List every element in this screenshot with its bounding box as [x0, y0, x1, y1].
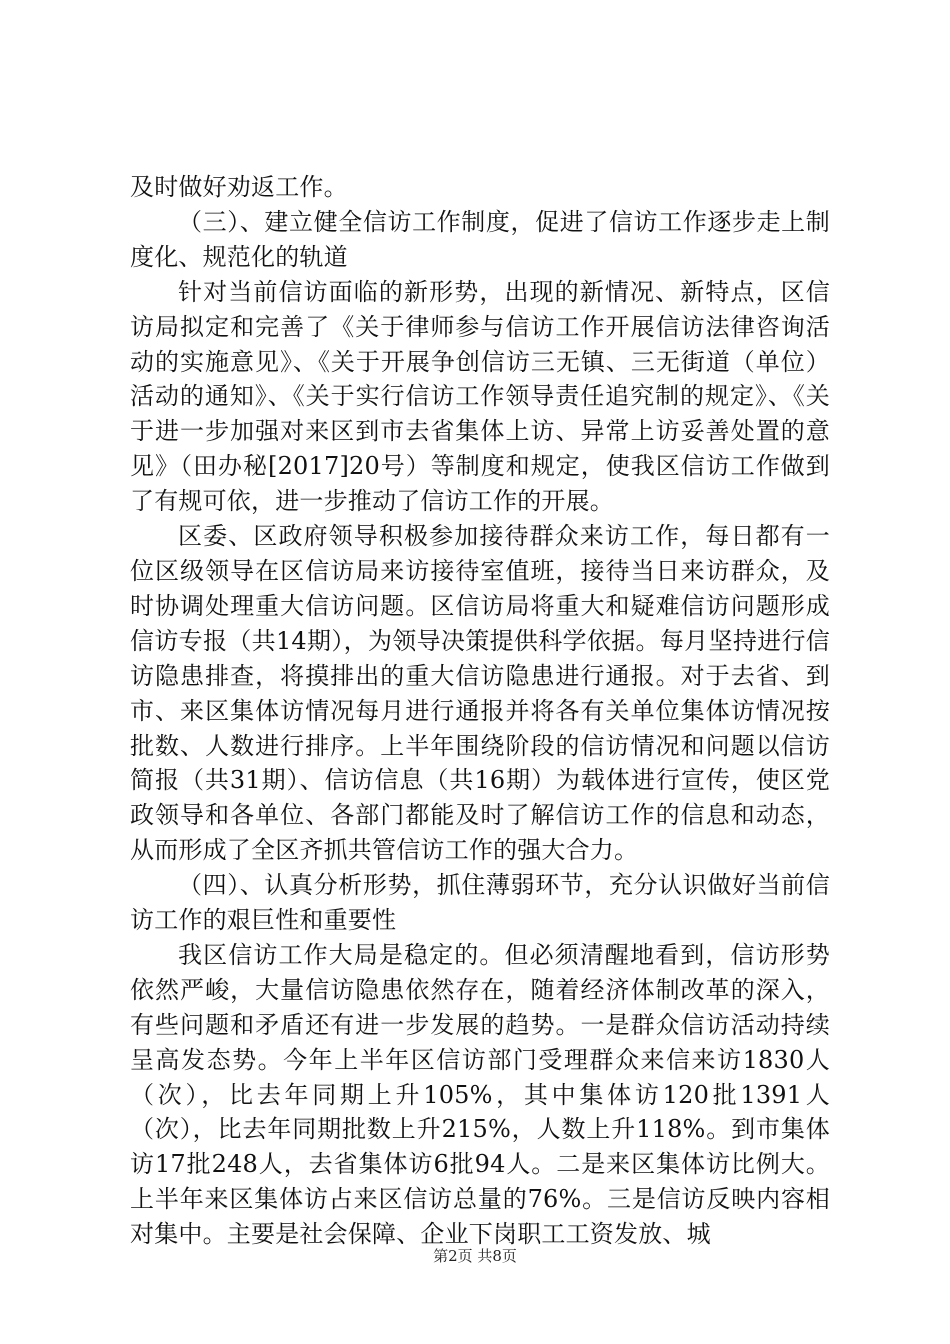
paragraph-4: 区委、区政府领导积极参加接待群众来访工作，每日都有一位区级领导在区信访局来访接待室值班，接待当日来访群众，及时协调处理重大信访问题。区信访局将重大和疑难信访问题形成信访专报（共14期），为领导决策提供科学依据。每月坚持进行信访隐患排查，将摸排出的重大信访隐患进行通报。对于去省、到市、来区集体访情况每月进行通报并将各有关单位集体访情况按批数、人数进行排序。上半年围绕阶段的信访情况和问题以信访简报（共31期）、信访信息（共16期）为载体进行宣传，使区党政领导和各单位、各部门都能及时了解信访工作的信息和动态，从而形成了全区齐抓共管信访工作的强大合力。 [130, 522, 830, 865]
paragraph-6: 我区信访工作大局是稳定的。但必须清醒地看到，信访形势依然严峻，大量信访隐患依然存在，随着经济体制改革的深入，有些问题和矛盾还有进一步发展的趋势。一是群众信访活动持续呈高发态势。今年上半年区信访部门受理群众来信来访1830人（次），比去年同期上升105%，其中集体访120批1391人（次），比去年同期批数上升215%，人数上升118%。到市集体访17批248人，去省集体访6批94人。二是来区集体访比例大。上半年来区集体访占来区信访总量的76%。三是信访反映内容相对集中。主要是社会保障、企业下岗职工工资发放、城 [130, 940, 830, 1249]
page-footer: 第2页 共8页 [433, 1247, 517, 1265]
paragraph-5-heading: （四）、认真分析形势，抓住薄弱环节，充分认识做好当前信访工作的艰巨性和重要性 [130, 871, 830, 935]
document-body [130, 170, 830, 1252]
paragraph-3: 针对当前信访面临的新形势，出现的新情况、新特点，区信访局拟定和完善了《关于律师参与信访工作开展信访法律咨询活动的实施意见》、《关于开展争创信访三无镇、三无街道（单位）活动的通知》、《关于实行信访工作领导责任追究制的规定》、《关于进一步加强对来区到市去省集体上访、异常上访妥善处置的意见》（田办秘[2017]20号）等制度和规定，使我区信访工作做到了有规可依，进一步推动了信访工作的开展。 [130, 277, 830, 516]
paragraph-2-heading: （三）、建立健全信访工作制度，促进了信访工作逐步走上制度化、规范化的轨道 [130, 207, 830, 271]
paragraph-1: 及时做好劝返工作。 [130, 173, 348, 201]
